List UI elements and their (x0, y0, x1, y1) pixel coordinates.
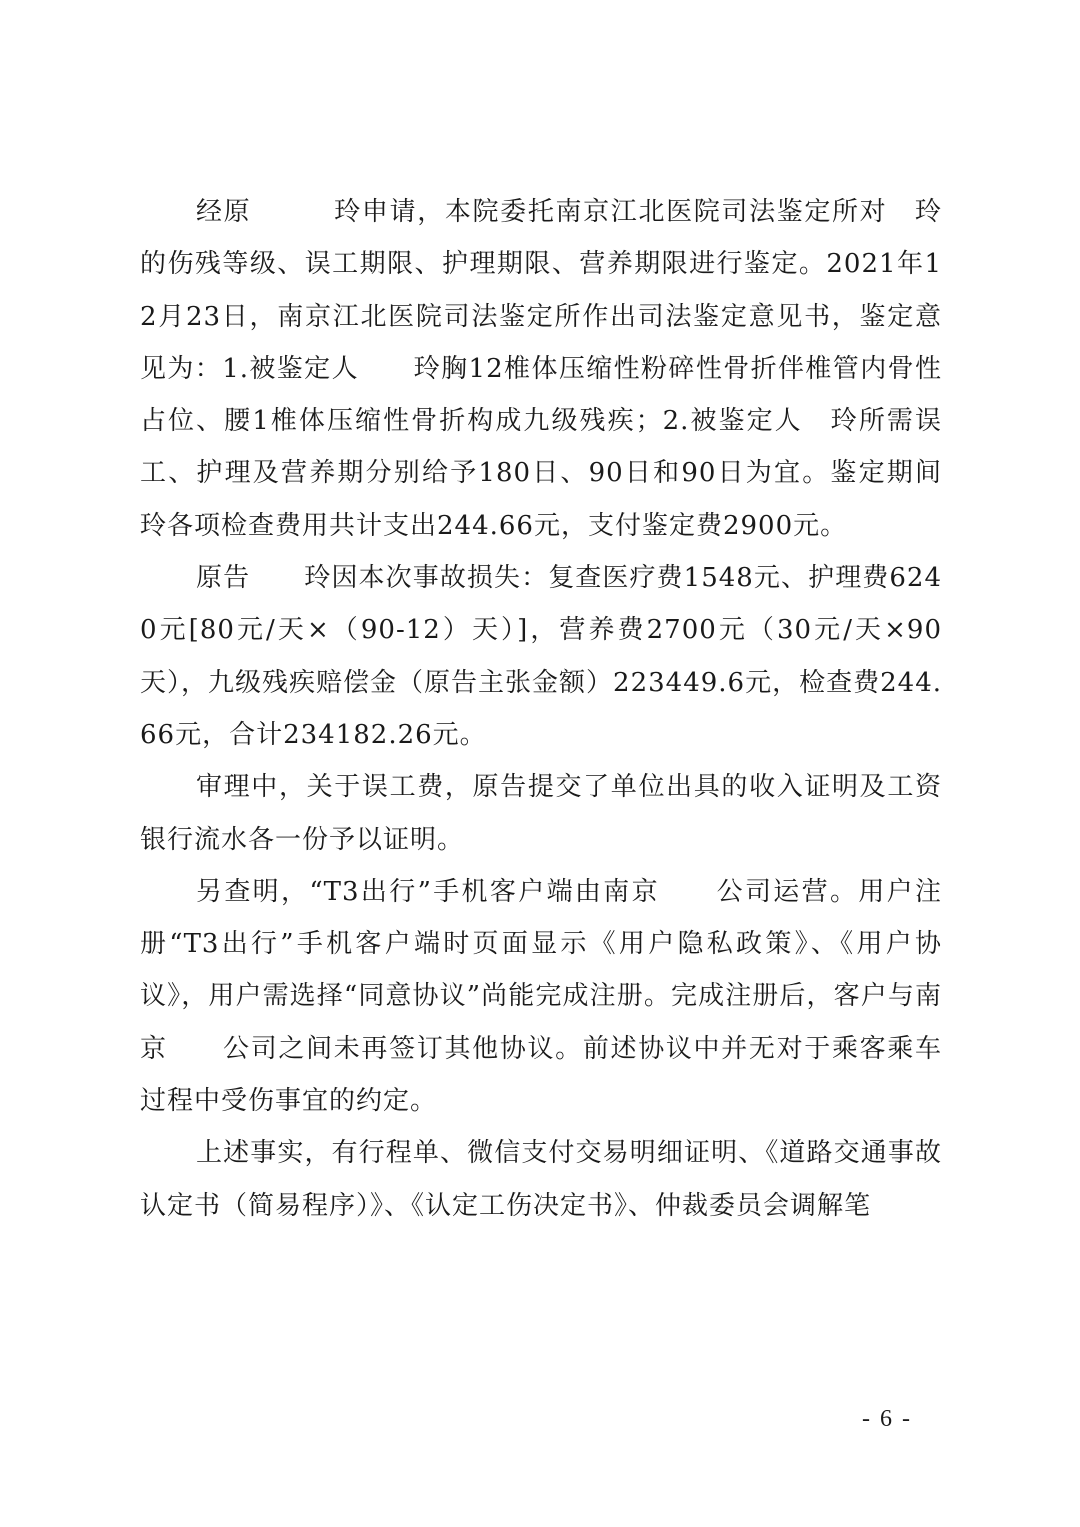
document-body (140, 186, 1024, 1232)
paragraph-further-findings: 另查明，“T3出行”手机客户端由南京 公司运营。用户注册“T3出行”手机客户端时页面显示《用户隐私政策》、《用户协议》，用户需选择“同意协议”尚能完成注册。完成注册后，客户与南京 公司之间未再签订其他协议。前述协议中并无对于乘客乘车过程中受伤事宜的约定。 (140, 876, 942, 1117)
paragraph-evidence: 上述事实，有行程单、微信支付交易明细证明、《道路交通事故认定书（简易程序）》、《认定工伤决定书》、仲裁委员会调解笔 (140, 1138, 942, 1221)
page-number: - 6 - (862, 1406, 912, 1432)
paragraph-lost-wages: 审理中，关于误工费，原告提交了单位出具的收入证明及工资银行流水各一份予以证明。 (140, 772, 942, 855)
paragraph-appraisal: 经原 玲申请，本院委托南京江北医院司法鉴定所对 玲的伤残等级、误工期限、护理期限、营养期限进行鉴定。2021年12月23日，南京江北医院司法鉴定所作出司法鉴定意见书，鉴定意见为：1.被鉴定人 玲胸12椎体压缩性粉碎性骨折伴椎管内骨性占位、腰1椎体压缩性骨折构成九级残疾；2.被鉴定人 玲所需误工、护理及营养期分别给予180日、90日和90日为宜。鉴定期间 玲各项检查费用共计支出244.66元，支付鉴定费2900元。 (140, 197, 1024, 541)
paragraph-losses: 原告 玲因本次事故损失：复查医疗费1548元、护理费6240元[80元/天×（90-12）天）]，营养费2700元（30元/天×90天），九级残疾赔偿金（原告主张金额）223449.6元，检查费244.66元，合计234182.26元。 (140, 563, 942, 750)
